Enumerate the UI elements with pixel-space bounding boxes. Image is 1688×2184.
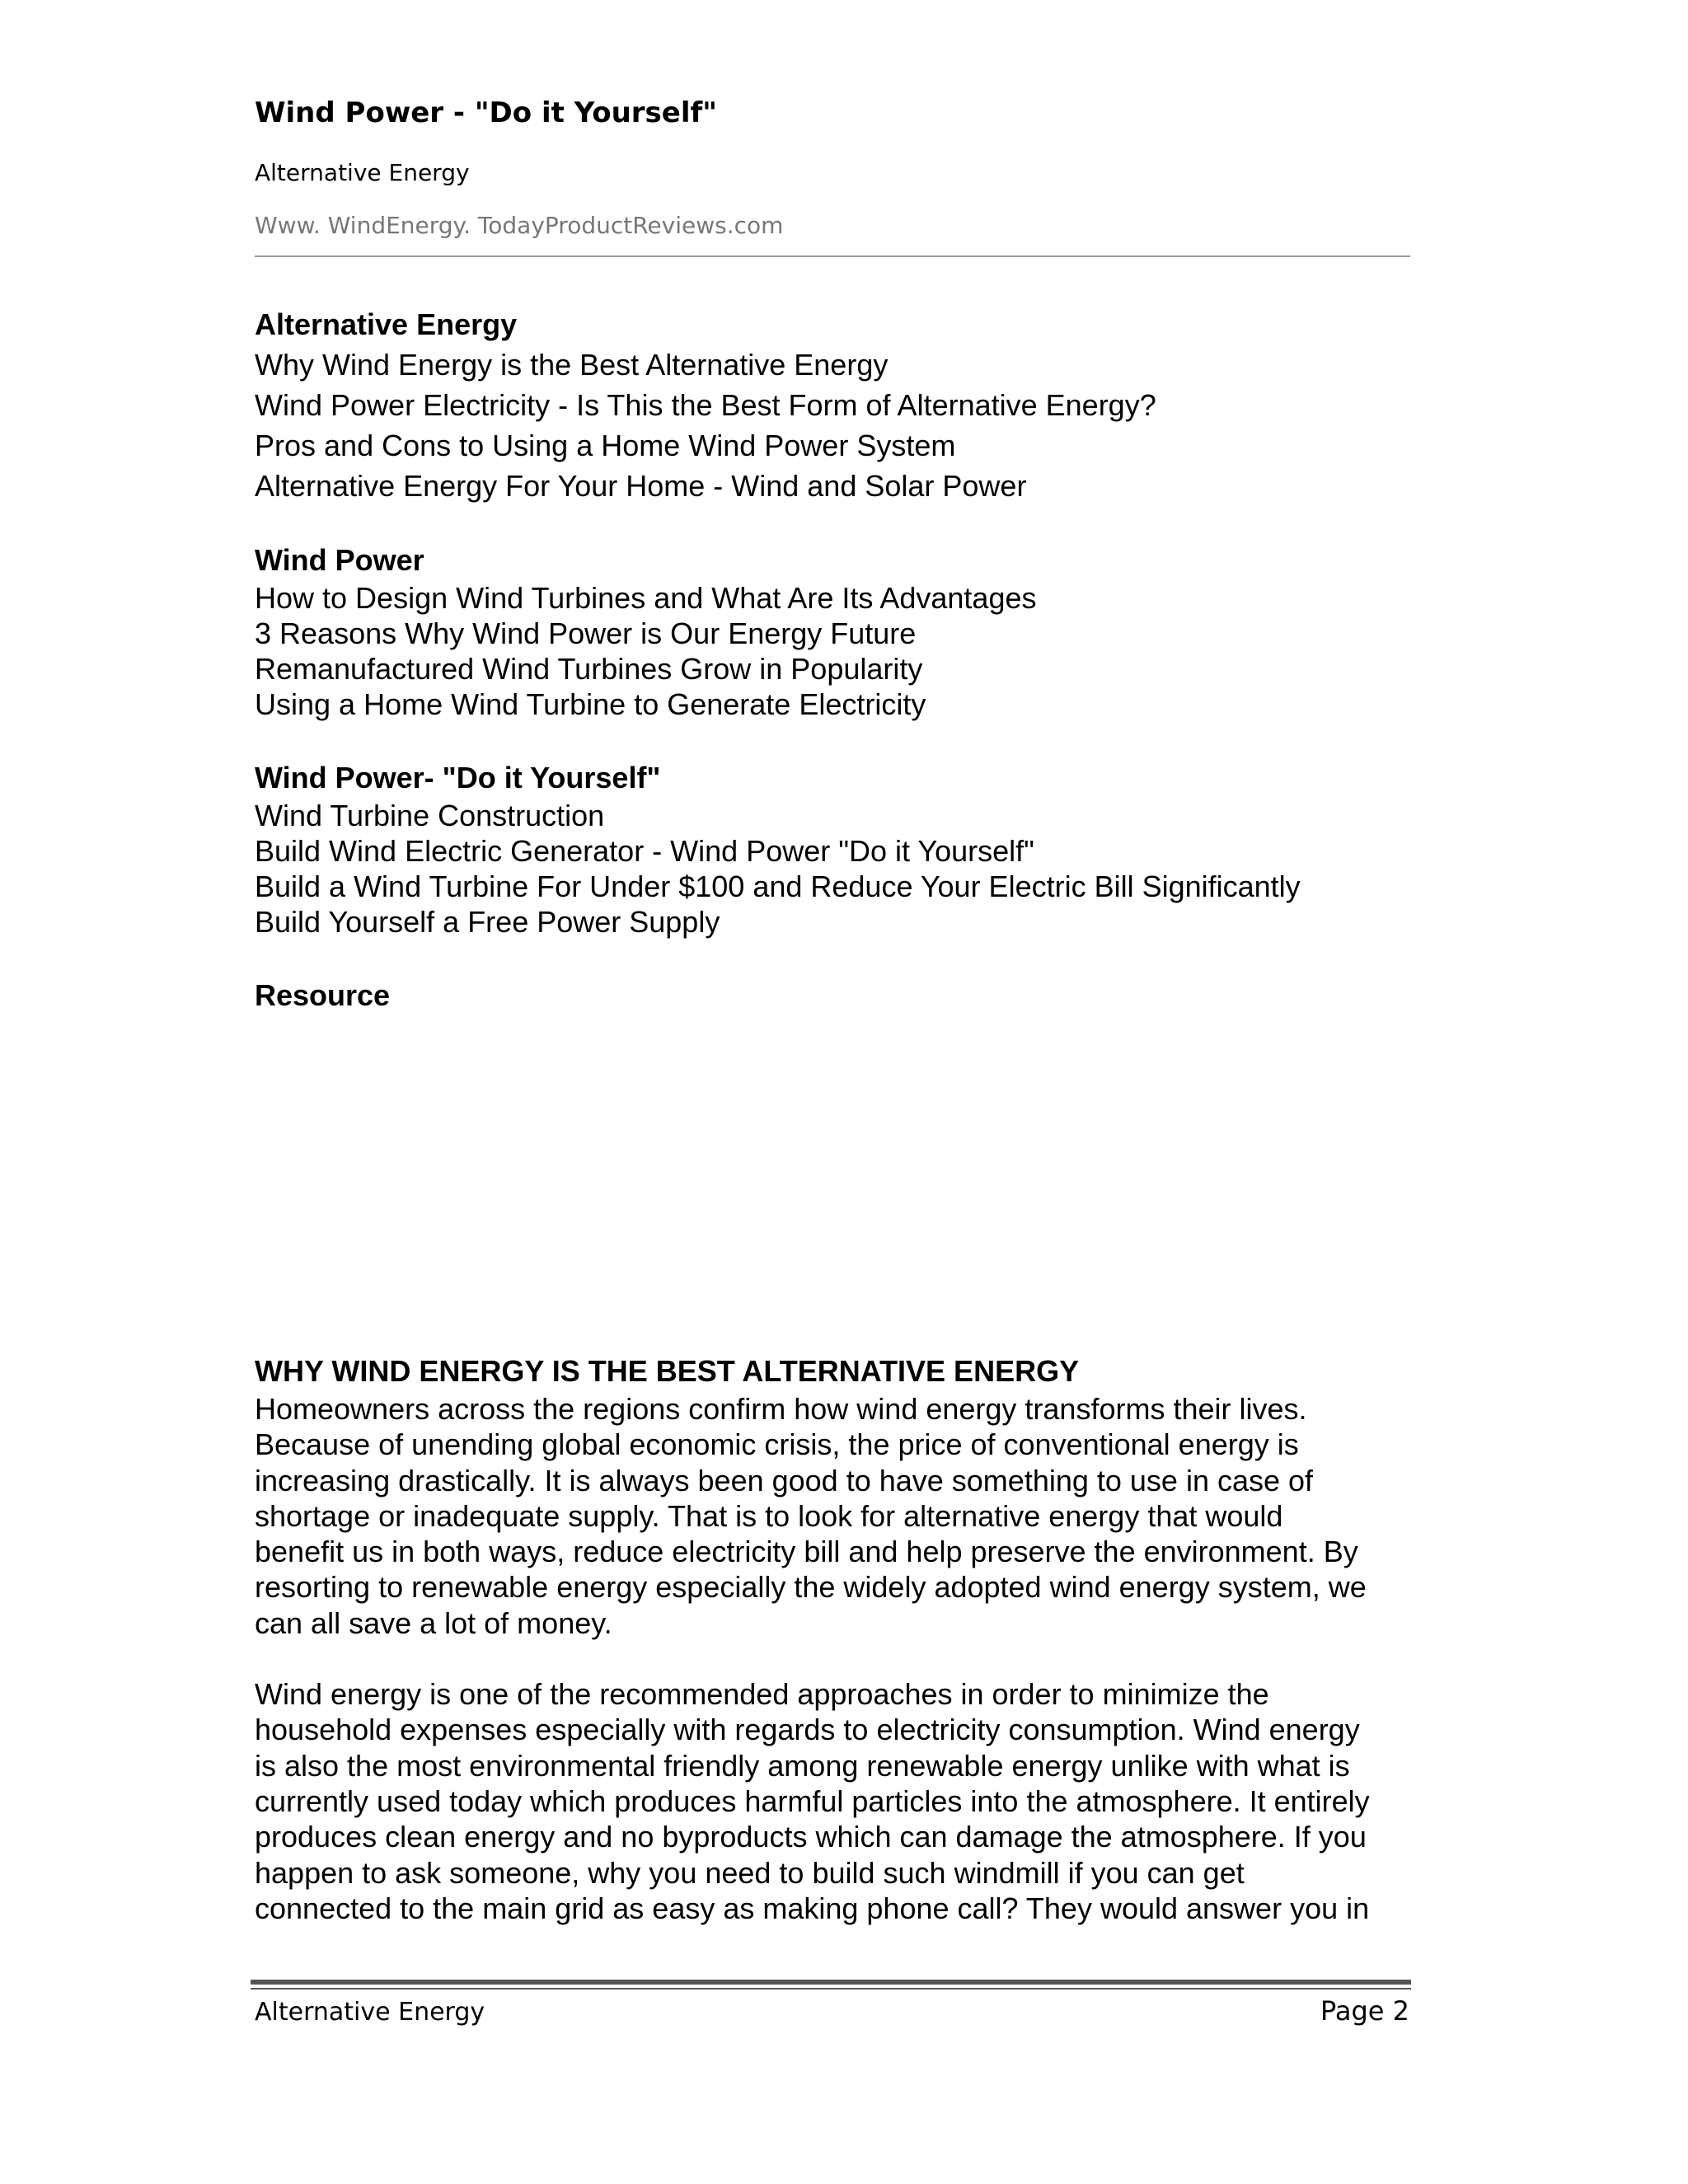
article-paragraph — [255, 1676, 1425, 1926]
spacer — [255, 940, 1425, 976]
toc-item[interactable]: Wind Power Electricity - Is This the Best Form of Alternative Energy? — [255, 388, 1156, 422]
toc-list — [255, 580, 1425, 722]
toc-item[interactable]: Build a Wind Turbine For Under $100 and Reduce Your Electric Bill Significantly — [255, 869, 1301, 903]
article-paragraph — [255, 1391, 1425, 1641]
toc-item[interactable]: Remanufactured Wind Turbines Grow in Popularity — [255, 652, 923, 686]
paragraph-line: increasing drastically. It is always been good to have something to use in case of — [255, 1463, 1314, 1497]
header-divider — [255, 255, 1410, 257]
paragraph-line: produces clean energy and no byproducts which can damage the atmosphere. If you — [255, 1820, 1367, 1854]
paragraph-line: shortage or inadequate supply. That is to look for alternative energy that would — [255, 1498, 1283, 1533]
paragraph-line: Wind energy is one of the recommended approaches in order to minimize the — [255, 1677, 1269, 1712]
document-url: Www. WindEnergy. TodayProductReviews.com — [255, 212, 784, 239]
toc-section-resource — [255, 976, 1425, 1015]
document-title: Wind Power - "Do it Yourself" — [255, 96, 717, 129]
paragraph-line: household expenses especially with regards to electricity consumption. Wind energy — [255, 1713, 1360, 1747]
toc-item[interactable]: Build Yourself a Free Power Supply — [255, 905, 720, 939]
toc-item[interactable]: 3 Reasons Why Wind Power is Our Energy Future — [255, 616, 917, 650]
toc-heading: Wind Power — [255, 543, 424, 577]
paragraph-line: benefit us in both ways, reduce electricity bill and help preserve the environment. By — [255, 1535, 1358, 1569]
toc-item[interactable]: Using a Home Wind Turbine to Generate Electricity — [255, 687, 926, 721]
spacer — [255, 506, 1425, 541]
toc-section-alternative-energy — [255, 305, 1425, 506]
toc-item[interactable]: Why Wind Energy is the Best Alternative Energy — [255, 348, 889, 382]
paragraph-line: Homeowners across the regions confirm how wind energy transforms their lives. — [255, 1392, 1307, 1426]
toc-list — [255, 798, 1425, 940]
toc-item[interactable]: Alternative Energy For Your Home - Wind and Solar Power — [255, 469, 1027, 503]
footer-label: Alternative Energy — [255, 1998, 485, 2027]
page-number: Page 2 — [1320, 1995, 1409, 2027]
toc-item[interactable]: Build Wind Electric Generator - Wind Power "Do it Yourself" — [255, 834, 1034, 868]
footer-divider-thin — [251, 1988, 1411, 1990]
paragraph-line: currently used today which produces harmful particles into the atmosphere. It entirely — [255, 1783, 1370, 1818]
article — [255, 1352, 1425, 1926]
footer-divider-thick — [251, 1980, 1411, 1985]
toc-section-wind-power — [255, 541, 1425, 722]
toc-item[interactable]: How to Design Wind Turbines and What Are Its Advantages — [255, 581, 1037, 615]
article-heading: WHY WIND ENERGY IS THE BEST ALTERNATIVE ENERGY — [255, 1354, 1080, 1388]
document-subtitle: Alternative Energy — [255, 159, 470, 186]
spacer — [255, 1641, 1425, 1676]
toc-list — [255, 344, 1425, 506]
paragraph-line: happen to ask someone, why you need to build such windmill if you can get — [255, 1855, 1245, 1890]
page-header — [255, 92, 1409, 242]
table-of-contents — [255, 305, 1425, 1015]
paragraph-line: is also the most environmental friendly among renewable energy unlike with what is — [255, 1748, 1350, 1783]
paragraph-line: connected to the main grid as easy as making phone call? They would answer you in — [255, 1891, 1370, 1925]
paragraph-line: can all save a lot of money. — [255, 1605, 612, 1640]
toc-heading: Alternative Energy — [255, 307, 518, 341]
toc-heading[interactable]: Resource — [255, 978, 391, 1012]
toc-item[interactable]: Pros and Cons to Using a Home Wind Power System — [255, 429, 956, 462]
toc-section-diy — [255, 758, 1425, 940]
spacer — [255, 722, 1425, 758]
paragraph-line: Because of unending global economic crisis, the price of conventional energy is — [255, 1427, 1299, 1462]
toc-heading: Wind Power- "Do it Yourself" — [255, 761, 661, 794]
paragraph-line: resorting to renewable energy especially the widely adopted wind energy system, we — [255, 1570, 1367, 1605]
toc-item[interactable]: Wind Turbine Construction — [255, 799, 605, 832]
